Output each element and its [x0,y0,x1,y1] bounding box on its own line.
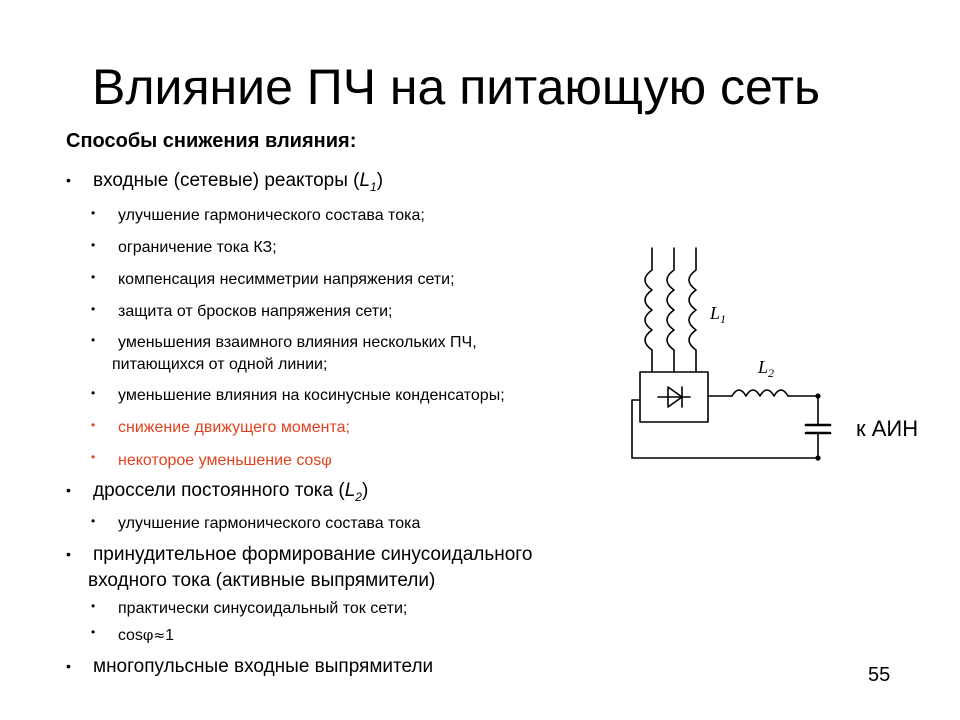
list-item: практически синусоидальный ток сети; [118,600,408,617]
list-item: улучшение гармонического состава тока; [118,207,425,224]
bullet-dot: • [66,482,71,498]
list-item: уменьшения взаимного влияния нескольких ПЧ, [118,334,477,351]
page-number: 55 [868,664,891,686]
list-item: ограничение тока КЗ; [118,239,277,256]
bullet-dot: • [91,514,96,528]
input-reactor-l1 [645,248,696,372]
bullet-multipulse: многопульсные входные выпрямители [93,656,434,677]
bullet-dot: • [91,386,96,400]
bullet-dot: • [91,206,96,220]
bullet-active-rectifiers: принудительное формирование синусоидального [93,544,533,565]
terminal-dot [815,455,820,460]
list-item-highlight: снижение движущего момента; [118,419,350,436]
bullet-dot: • [91,302,96,316]
list-item: улучшение гармонического состава тока [118,515,421,532]
approx-symbol: ≈ [153,628,166,644]
diode-icon [658,387,690,407]
l1-label: $L_1$ [710,303,727,326]
dc-choke-l2 [732,390,788,396]
bullet-continuation: входного тока (активные выпрямители) [88,570,436,591]
l2-label: $L_2$ [758,357,775,380]
bullet-dot: • [66,172,71,188]
terminal-dot [815,393,820,398]
bullet-dot: • [91,333,96,347]
bullet-dot: • [91,238,96,252]
phi-symbol: φ [142,626,154,644]
list-item: компенсация несимметрии напряжения сети; [118,271,455,288]
list-item-cos: cosφ≈1 [118,626,175,644]
list-item-continuation: питающихся от одной линии; [112,356,328,373]
dc-negative-rail [632,400,818,458]
phi-symbol: φ [321,451,332,469]
bullet-dot: • [91,625,96,639]
bullet-dot: • [91,418,96,432]
bullet-dot: • [66,546,71,562]
bullet-input-reactors: входные (сетевые) реакторы $(L_1)$ [93,170,384,194]
bullet-dot: • [91,270,96,284]
bullet-dot: • [91,599,96,613]
bullet-dot: • [91,450,96,464]
slide-title: Влияние ПЧ на питающую сеть [92,59,821,115]
bullet-dot: • [66,658,71,674]
bullet-dc-chokes: дроссели постоянного тока $(L_2)$ [93,480,369,504]
slide-subtitle: Способы снижения влияния: [66,130,357,152]
output-label: к АИН [856,416,919,441]
list-item: уменьшение влияния на косинусные конденсаторы; [118,387,505,404]
list-item-highlight: некоторое уменьшение cosφ [118,451,332,469]
list-item: защита от бросков напряжения сети; [118,303,393,320]
